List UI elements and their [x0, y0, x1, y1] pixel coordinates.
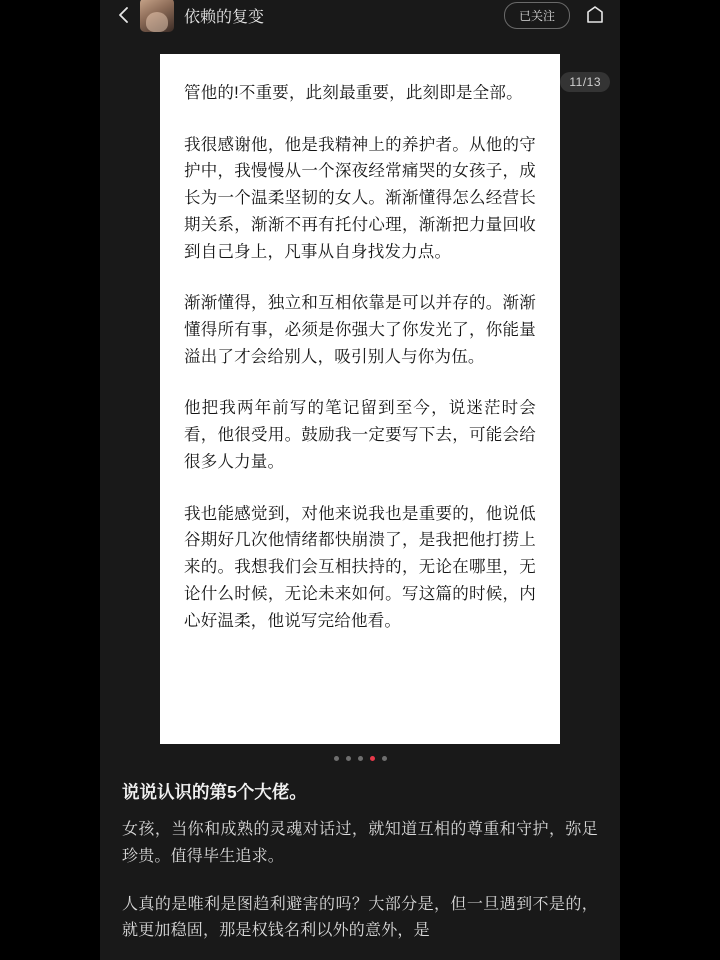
topbar-actions [504, 2, 606, 29]
author-nickname[interactable]: 依赖的复变 [184, 8, 265, 26]
pager-dot[interactable] [382, 756, 387, 761]
card-paragraph: 他把我两年前写的笔记留到至今，说迷茫时会看，他很受用。鼓励我一定要写下去，可能会给很多人力量。 [184, 399, 536, 471]
post-paragraph: 人真的是唯利是图趋利避害的吗？大部分是，但一旦遇到不是的，就更加稳固，那是权钱名利以外的意外，是 [122, 896, 598, 940]
pager-dot[interactable] [346, 756, 351, 761]
pager-dot[interactable] [334, 756, 339, 761]
avatar[interactable] [140, 0, 174, 32]
top-navigation-bar [100, 0, 620, 30]
date-badge: 11/13 [560, 72, 610, 92]
image-card[interactable] [160, 54, 560, 744]
post-paragraph: 女孩，当你和成熟的灵魂对话过，就知道互相的尊重和守护，弥足珍贵。值得毕生追求。 [122, 821, 598, 865]
share-icon[interactable] [584, 4, 606, 26]
pager-dot[interactable] [358, 756, 363, 761]
phone-viewport [100, 0, 620, 960]
pager-dot-active[interactable] [370, 756, 375, 761]
card-paragraph: 我也能感觉到，对他来说我也是重要的，他说低谷期好几次他情绪都快崩溃了，是我把他打捞上来的。我想我们会互相扶持的，无论在哪里，无论什么时候，无论未来如何。写这篇的时候，内心好温柔，他说写完给他看。 [184, 504, 536, 630]
card-paragraph: 渐渐懂得，独立和互相依靠是可以并存的。渐渐懂得所有事，必须是你强大了你发光了，你能量溢出了才会给别人，吸引别人与你为伍。 [184, 294, 536, 366]
follow-button[interactable]: 已关注 [504, 2, 570, 29]
chevron-left-icon[interactable] [114, 4, 132, 26]
post-body [100, 767, 620, 945]
card-paragraph: 管他的!不重要，此刻最重要，此刻即是全部。 [184, 84, 523, 102]
post-card-area [100, 30, 620, 767]
carousel-pager[interactable] [100, 744, 620, 767]
card-paragraph: 我很感谢他，他是我精神上的养护者。从他的守护中，我慢慢从一个深夜经常痛哭的女孩子，成长为一个温柔坚韧的女人。渐渐懂得怎么经营长期关系，渐渐不再有托付心理，渐渐把力量回收到自己身上，凡事从自身找发力点。 [184, 135, 536, 261]
post-title: 说说认识的第5个大佬。 [122, 782, 307, 802]
